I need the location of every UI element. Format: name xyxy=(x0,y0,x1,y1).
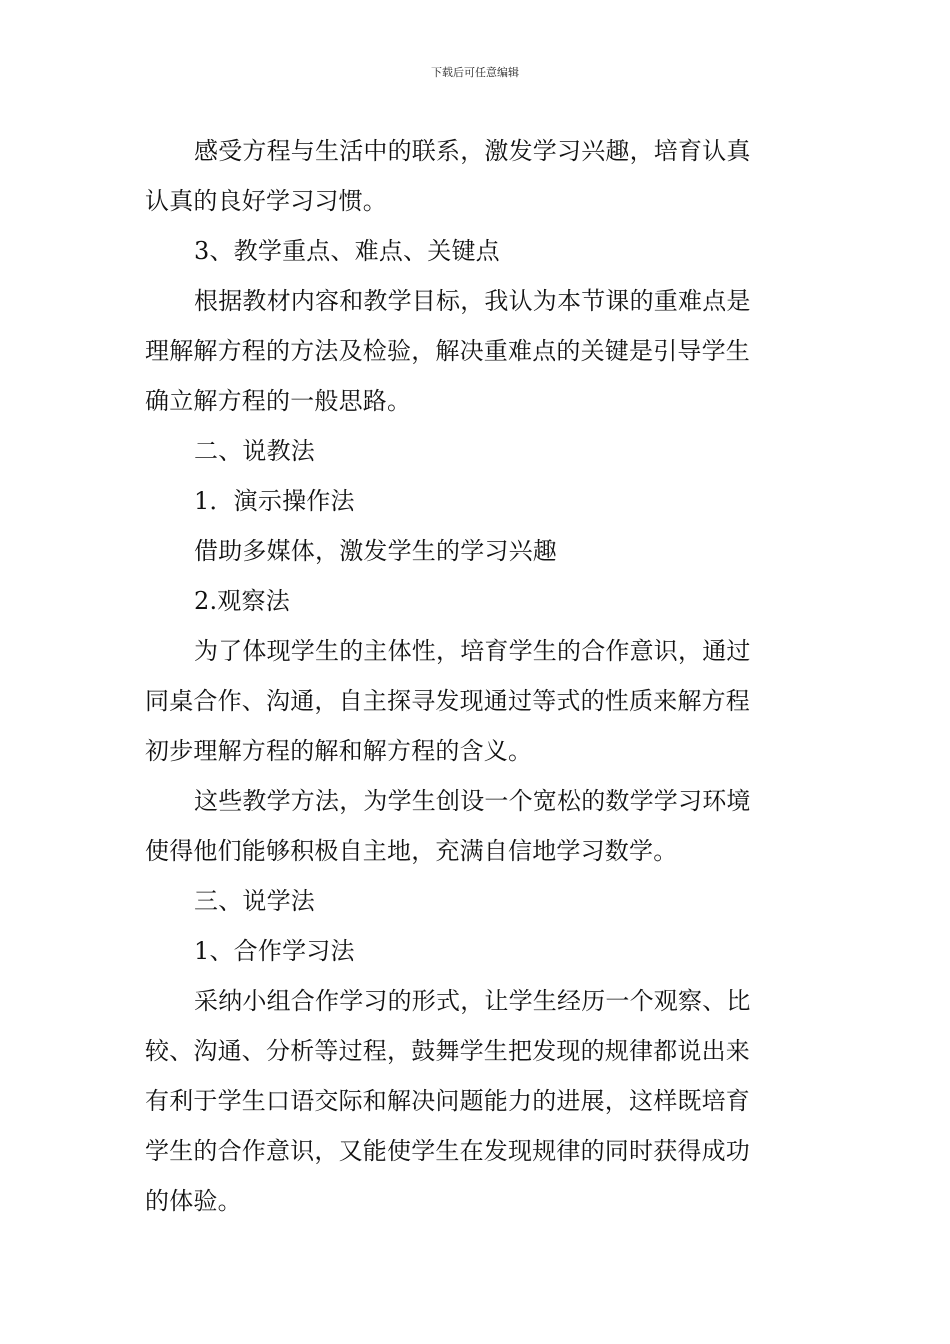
text-line: 使得他们能够积极自主地，充满自信地学习数学。 xyxy=(145,837,678,865)
subsection-heading: 1．演示操作法 xyxy=(194,487,355,515)
text-line: 确立解方程的一般思路。 xyxy=(145,387,412,415)
page-header: 下载后可任意编辑 xyxy=(431,66,519,79)
text-line: 认真的良好学习习惯。 xyxy=(145,187,387,215)
text-line: 为了体现学生的主体性，培育学生的合作意识，通过 xyxy=(194,637,751,665)
text-line: 同桌合作、沟通，自主探寻发现通过等式的性质来解方程 xyxy=(145,687,750,715)
subsection-heading: 2.观察法 xyxy=(194,587,290,615)
text-line: 学生的合作意识，又能使学生在发现规律的同时获得成功 xyxy=(145,1137,750,1165)
text-line: 这些教学方法，为学生创设一个宽松的数学学习环境 xyxy=(194,787,751,815)
document-body xyxy=(145,126,817,1226)
text-line: 采纳小组合作学习的形式，让学生经历一个观察、比 xyxy=(194,987,751,1015)
text-line: 理解解方程的方法及检验，解决重难点的关键是引导学生 xyxy=(145,337,750,365)
text-line: 根据教材内容和教学目标，我认为本节课的重难点是 xyxy=(194,287,751,315)
text-line: 的体验。 xyxy=(145,1187,242,1215)
text-line: 较、沟通、分析等过程，鼓舞学生把发现的规律都说出来 xyxy=(145,1037,750,1065)
text-line: 借助多媒体，激发学生的学习兴趣 xyxy=(194,537,557,565)
text-line: 初步理解方程的解和解方程的含义。 xyxy=(145,737,533,765)
text-line: 有利于学生口语交际和解决问题能力的进展，这样既培育 xyxy=(145,1087,750,1115)
subsection-heading: 1、合作学习法 xyxy=(194,937,355,965)
section-heading: 三、说学法 xyxy=(194,887,315,915)
text-line: 感受方程与生活中的联系，激发学习兴趣，培育认真 xyxy=(194,137,751,165)
section-heading: 3、教学重点、难点、关键点 xyxy=(194,237,500,265)
section-heading: 二、说教法 xyxy=(194,437,315,465)
